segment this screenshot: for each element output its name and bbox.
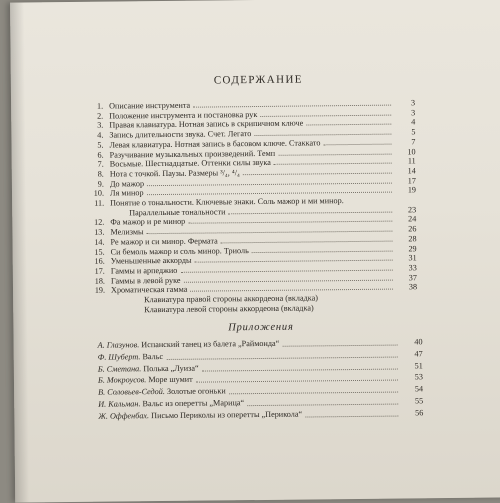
toc-entry-text: Клавиатура левой стороны аккордеона (вкладка)	[144, 303, 314, 314]
appendix-leader-dots	[305, 409, 398, 417]
appendix-title-text: Вальс из оперетты „Марица“	[140, 398, 245, 409]
toc-number: 19.	[94, 285, 106, 296]
appendix-page-number: 47	[414, 349, 423, 359]
toc-number: 9.	[97, 179, 104, 189]
toc-page-number: 38	[408, 282, 418, 292]
toc-leader-dots	[147, 225, 393, 235]
toc-entry-text: До мажор	[109, 178, 145, 189]
appendix-page-number: 51	[414, 360, 423, 370]
toc-number: 3.	[97, 121, 104, 131]
appendix-page-number: 53	[414, 372, 424, 382]
toc-leader-dots	[147, 176, 392, 186]
toc-leader-dots	[229, 205, 393, 214]
appendix-leader-dots	[247, 398, 398, 407]
toc-entry-text: Правая клавиатура. Нотная запись в скрипичном ключе	[109, 118, 304, 130]
toc-page-number: 10	[407, 146, 416, 156]
toc-number: 7.	[97, 159, 104, 169]
toc-leader-dots	[323, 137, 391, 145]
toc-leader-dots	[306, 118, 391, 126]
toc-number: 4.	[97, 130, 104, 140]
toc-page-number: 23	[407, 205, 417, 215]
toc-number: 11.	[94, 198, 105, 208]
toc-entry-text: Понятие о тональности. Ключевые знаки. Соль мажор и ми минор.	[110, 196, 344, 208]
toc-leader-dots	[278, 147, 391, 155]
toc-page-number: 3	[411, 108, 416, 118]
toc-number: 2.	[97, 111, 104, 121]
toc-leader-dots	[195, 254, 393, 263]
appendix-title-text: Письмо Периколы из оперетты „Перикола“	[149, 409, 303, 420]
toc-page-number: 7	[411, 137, 416, 147]
appendix-leader-dots	[229, 386, 398, 395]
toc-page-number: 28	[408, 234, 417, 244]
toc-number: 13.	[94, 227, 105, 237]
toc-number: 15.	[94, 247, 105, 257]
appendix-author: А. Глазунов.	[97, 340, 140, 350]
toc-number: 14.	[94, 237, 105, 247]
toc-page-number: 33	[408, 263, 417, 273]
contents-title: СОДЕРЖАНИЕ	[213, 73, 303, 87]
toc-number: 18.	[94, 276, 105, 286]
appendix-leader-dots	[282, 339, 397, 347]
toc-number: 10.	[93, 188, 105, 199]
toc-page-number: 14	[407, 166, 416, 176]
toc-number: 1.	[96, 101, 104, 111]
toc-page-number: 17	[407, 175, 416, 186]
toc-leader-dots	[260, 108, 391, 116]
toc-entry-text: Левая клавиатура. Нотная запись в басовом ключе. Стаккато	[109, 138, 321, 150]
toc-entry-text: Гаммы и арпеджио	[110, 265, 178, 276]
toc-leader-dots	[221, 234, 393, 243]
toc-entry-text: Хроматическая гамма	[110, 285, 188, 295]
toc-leader-dots	[274, 157, 392, 165]
toc-leader-dots	[147, 186, 392, 196]
toc-page-number: 4	[411, 117, 416, 127]
appendix-page-number: 55	[414, 396, 424, 406]
toc-entry-text: Восьмые. Шестнадцатые. Оттенки силы звука	[109, 158, 271, 169]
appendix-page-number: 56	[415, 408, 424, 418]
toc-entry-text: Мелизмы	[110, 227, 144, 237]
appendix-page-number: 54	[414, 384, 424, 394]
toc-page-number: 26	[408, 224, 417, 234]
toc-entry-text: Положение инструмента и постановка рук	[109, 109, 258, 121]
toc-leader-dots	[190, 283, 393, 292]
appendix-author: И. Кальман.	[98, 399, 141, 409]
appendix-title-text: Море шумит	[146, 375, 193, 385]
toc-leader-dots	[188, 215, 392, 224]
toc-leader-dots	[254, 128, 391, 136]
appendix-author: Б. Мокроусов.	[97, 375, 147, 386]
toc-leader-dots	[252, 244, 393, 252]
toc-entry-text: Разучивание музыкальных произведений. Темп	[109, 148, 276, 160]
appendix-author: Ф. Шуберт.	[97, 352, 141, 362]
appendix-title-text: Вальс	[140, 351, 164, 362]
toc-number: 17.	[94, 266, 105, 276]
appendix-title-text: Испанский танец из балета „Раймонда“	[139, 338, 280, 350]
appendix-leader-dots	[202, 362, 398, 371]
appendix-author: Ж. Оффенбах.	[98, 410, 150, 421]
toc-leader-dots	[180, 263, 393, 272]
toc-entry-text: Клавиатура правой стороны аккордеона (вкладка)	[144, 293, 318, 305]
toc-entry-text: Гаммы в левой руке	[110, 275, 181, 286]
toc-number: 12.	[94, 218, 105, 228]
toc-number: 16.	[94, 256, 105, 266]
toc-leader-dots	[243, 166, 392, 175]
toc-entry-text: Нота с точкой. Паузы. Размеры ³/₄, ⁴/₄	[109, 168, 240, 179]
appendix-title: Приложения	[228, 321, 294, 334]
toc-entry-text: Си бемоль мажор и соль минор. Триоль	[110, 245, 249, 257]
table-of-contents	[10, 0, 500, 503]
toc-leader-dots	[193, 99, 391, 108]
toc-entry-text: Фа мажор и ре минор	[110, 217, 186, 227]
toc-number: 6.	[97, 150, 104, 160]
book-page	[10, 0, 500, 503]
toc-page-number: 37	[408, 272, 417, 283]
toc-entry-text: Уменьшенные аккорды	[110, 255, 192, 266]
toc-entry-text: Запись длительности звука. Счет. Легато	[109, 129, 252, 140]
toc-number: 5.	[97, 140, 104, 150]
appendix-title-text: Полька „Луиза“	[141, 363, 199, 373]
toc-page-number: 24	[408, 214, 417, 224]
toc-entry-text: Параллельные тональности	[129, 207, 226, 218]
toc-page-number: 3	[410, 98, 416, 108]
toc-page-number: 29	[408, 243, 417, 253]
toc-page-number: 19	[407, 185, 417, 195]
toc-page-number: 31	[408, 253, 417, 263]
appendix-title-text: Золотые огоньки	[164, 386, 226, 397]
appendix-leader-dots	[196, 374, 398, 383]
appendix-page-number: 40	[414, 337, 423, 347]
toc-number: 8.	[97, 169, 104, 179]
toc-entry-text: Ля минор	[109, 188, 144, 198]
toc-entry-text: Ре мажор и си минор. Фермата	[110, 236, 218, 247]
appendix-author: В. Соловьев-Седой.	[98, 387, 165, 397]
toc-page-number: 5	[411, 127, 416, 137]
toc-page-number: 11	[407, 156, 416, 166]
toc-leader-dots	[184, 273, 393, 282]
appendix-leader-dots	[166, 350, 398, 359]
toc-entry-text: Описание инструмента	[109, 100, 191, 111]
appendix-author: Б. Сметана.	[97, 363, 142, 374]
